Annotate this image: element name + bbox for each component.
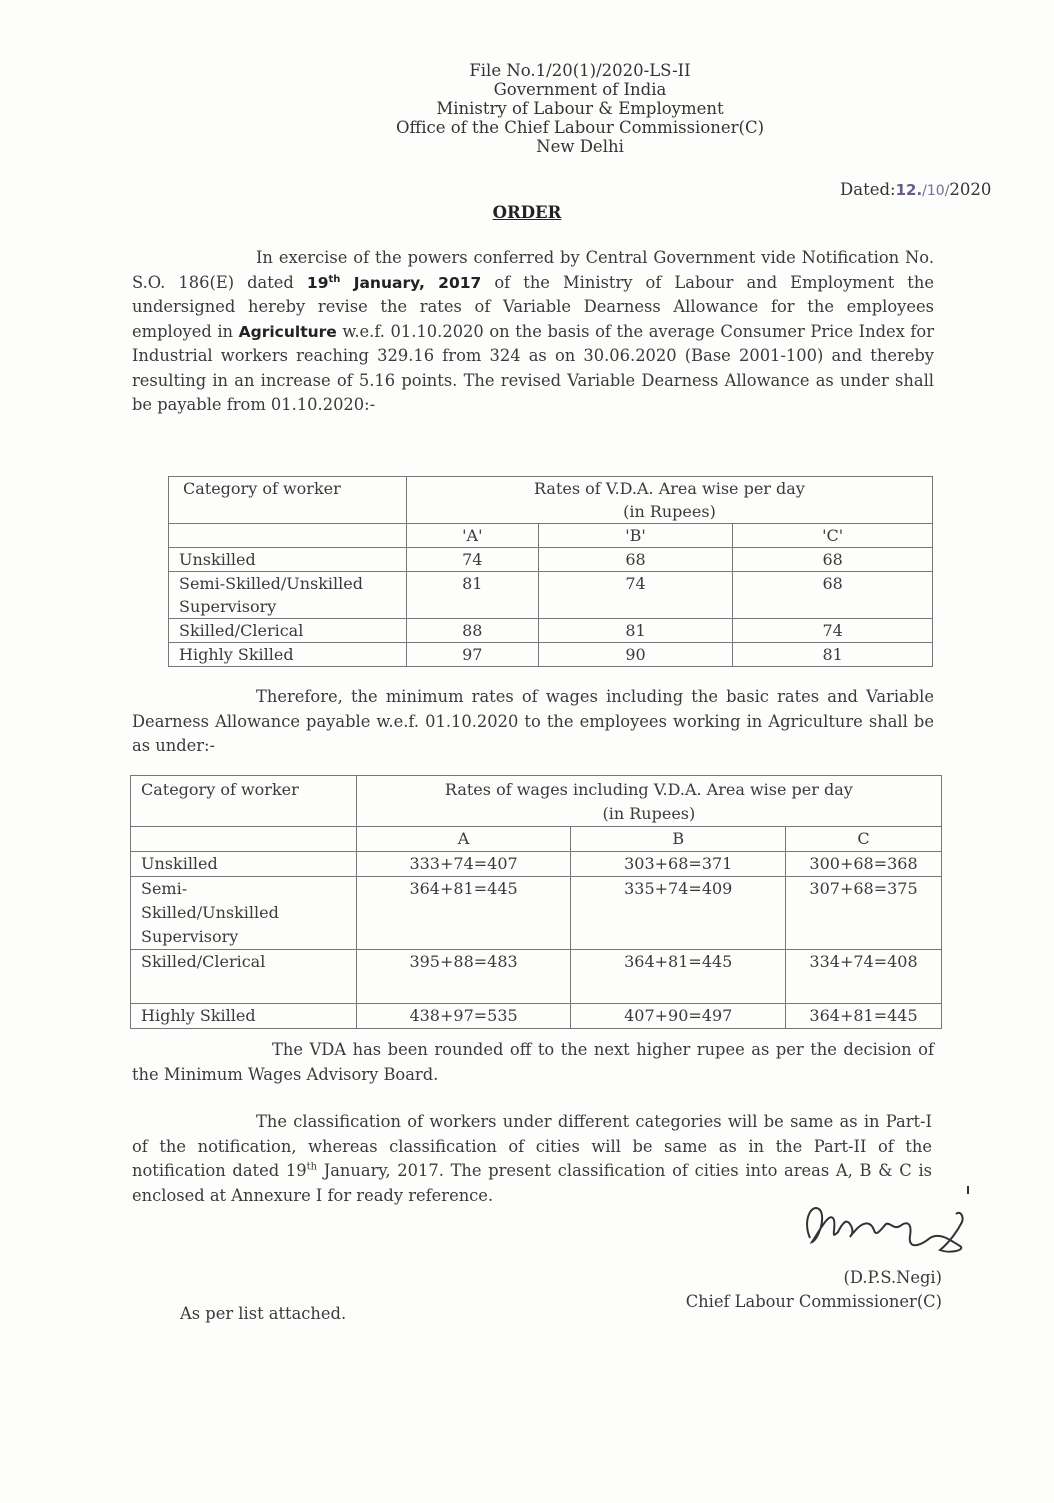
wage-cell: 395+88=483 [356,950,571,1004]
order-title: ORDER [492,203,562,222]
signature [790,1180,980,1265]
wage-cell: 364+81=445 [571,950,786,1004]
handwritten-signature-icon [790,1180,980,1265]
column-header-rates: Rates of wages including V.D.A. Area wise per day (in Rupees) [356,776,941,827]
paragraph-text: Therefore, the minimum rates of wages including the basic rates and Variable Dearness Allowance payable w.e.f. 01.10.2020 to the employees working in Agriculture shall be as under:- [132,687,934,755]
area-header-row [131,827,942,852]
date-label: Dated: [840,180,896,199]
office-name: Office of the Chief Labour Commissioner(C) [395,118,765,137]
table-row [131,852,942,877]
rate-cell: 68 [733,572,933,619]
wage-cell: 334+74=408 [786,950,942,1004]
table-header-row [169,477,933,524]
wage-cell: 303+68=371 [571,852,786,877]
letterhead [300,61,860,156]
paragraph-classification: The classification of workers under different categories will be same as in Part-I of the notification, whereas classification of cities will be same as in the Part-II of the notification dated 19th January, 2017. The present classification of cities into areas A, B & C is enclosed at Annexure I for ready reference. [132,1112,933,1205]
paragraph-rounding-note [132,1038,934,1087]
date-month-handwritten: /10/ [922,183,950,199]
category-cell: Unskilled [131,852,357,877]
table-row [169,548,933,572]
wage-cell: 335+74=409 [571,877,786,950]
column-header-category: Category of worker [169,477,407,524]
area-header-row [169,524,933,548]
rate-cell: 97 [406,643,538,667]
area-header-a: A [356,827,571,852]
rate-cell: 74 [538,572,733,619]
rate-cell: 68 [538,548,733,572]
table-header-row [131,776,942,827]
wage-cell: 364+81=445 [786,1004,942,1029]
table-row [131,950,942,1004]
paragraph-vda-revision [132,246,934,418]
column-header-rates: Rates of V.D.A. Area wise per day (in Rupees) [406,477,932,524]
category-cell: Skilled/Clerical [169,619,407,643]
category-cell: Highly Skilled [131,1004,357,1029]
area-header-a: 'A' [406,524,538,548]
rate-cell: 90 [538,643,733,667]
signatory-name: (D.P.S.Negi) [843,1268,942,1287]
government-name: Government of India [493,80,667,99]
wage-cell: 300+68=368 [786,852,942,877]
vda-rates-table [168,476,933,667]
minimum-wages-table [130,775,942,1029]
wage-cell: 307+68=375 [786,877,942,950]
area-header-c: C [786,827,942,852]
area-header-b: B [571,827,786,852]
ministry-name: Ministry of Labour & Employment [436,99,724,118]
file-number: File No.1/20(1)/2020-LS-II [469,61,691,80]
wage-cell: 333+74=407 [356,852,571,877]
category-cell: Highly Skilled [169,643,407,667]
rate-cell: 88 [406,619,538,643]
category-cell: Unskilled [169,548,407,572]
rate-cell: 68 [733,548,933,572]
signatory-block [686,1266,942,1314]
wage-cell: 407+90=497 [571,1004,786,1029]
table-row [169,572,933,619]
rate-cell: 81 [733,643,933,667]
rate-cell: 74 [406,548,538,572]
category-cell: Semi- Skilled/Unskilled Supervisory [131,877,357,950]
office-city: New Delhi [536,137,624,156]
table-row [169,619,933,643]
rate-cell: 81 [406,572,538,619]
date-year: 2020 [949,180,992,199]
paragraph-text: In exercise of the powers conferred by Central Government vide Notification No. S.O. 186(E) dated [132,248,934,292]
category-cell: Skilled/Clerical [131,950,357,1004]
date-line [840,180,991,199]
notification-date: 19th January, 2017 [306,273,482,292]
paragraph-text: of the Ministry of Labour and Employment the undersigned hereby revise the rates of Variable Dearness Allowance for the employees employed in [132,272,934,341]
wage-cell: 438+97=535 [356,1004,571,1029]
wage-cell: 364+81=445 [356,877,571,950]
sector-name: Agriculture [238,322,337,341]
paragraph-minimum-wages [132,685,934,759]
table-row [131,1004,942,1029]
rate-cell: 81 [538,619,733,643]
column-header-category: Category of worker [131,776,357,827]
area-header-b: 'B' [538,524,733,548]
distribution-note: As per list attached. [180,1304,347,1323]
paragraph-text: January, 2017. The present classification of cities into areas A, B & C is enclosed at Annexure I for ready reference. [132,1161,933,1205]
category-cell: Semi-Skilled/Unskilled Supervisory [169,572,407,619]
signatory-designation: Chief Labour Commissioner(C) [685,1292,942,1311]
date-day-handwritten: 12. [895,181,923,199]
paragraph-text: w.e.f. 01.10.2020 on the basis of the average Consumer Price Index for Industrial workers reaching 329.16 from 324 as on 30.06.2020 (Base 2001-100) and thereby resulting in an increase of 5.16 points. The revised Variable Dearness Allowance as under shall be payable from 01.10.2020:- [132,321,934,414]
rate-cell: 74 [733,619,933,643]
paragraph-text: The VDA has been rounded off to the next higher rupee as per the decision of the Minimum Wages Advisory Board. [132,1040,934,1084]
paragraph-text: The classification of workers under different categories will be same as in Part-I of the notification, whereas classification of cities will be same as in the Part-II of the notification dated 19 [132,1112,932,1180]
table-row [131,877,942,950]
table-row [169,643,933,667]
area-header-c: 'C' [733,524,933,548]
